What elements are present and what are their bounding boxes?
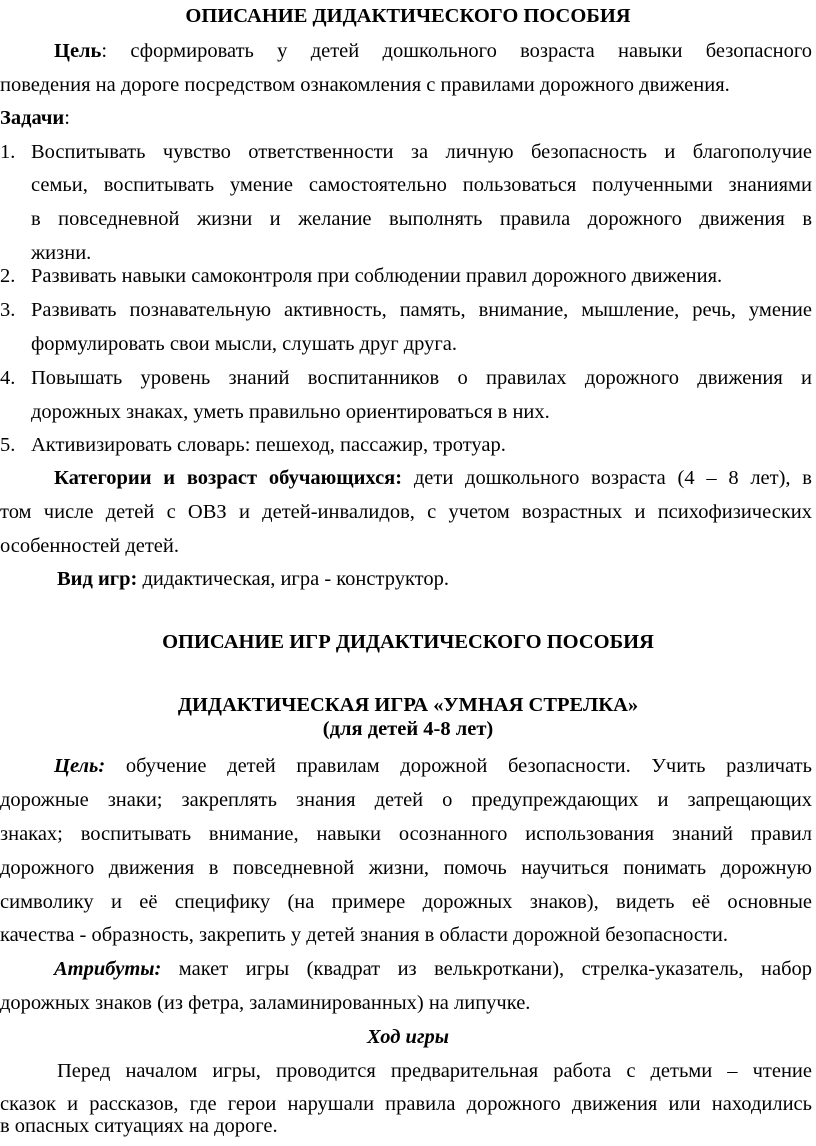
task-line: Развивать познавательную активность, память, внимание, мышление, речь, умение bbox=[31, 299, 812, 321]
category-text-1: дети дошкольного возраста (4 – 8 лет), в bbox=[402, 467, 812, 489]
attributes-label: Атрибуты: bbox=[54, 958, 162, 980]
task-line: дорожных знаках, уметь правильно ориентироваться в них. bbox=[31, 401, 550, 423]
game-goal-line: качества - образность, закрепить у детей знания в области дорожной безопасности. bbox=[0, 924, 729, 946]
task-line: Повышать уровень знаний воспитанников о правилах дорожного движения и bbox=[31, 367, 812, 389]
game-goal-text-1: обучение детей правилам дорожной безопасности. Учить различать bbox=[105, 755, 812, 777]
game-goal-line: символику и её специфику (на примере дорожных знаков), видеть её основные bbox=[0, 891, 812, 913]
course-line-3: в опасных ситуациях на дороге. bbox=[0, 1115, 278, 1137]
category-line-3: особенностей детей. bbox=[0, 535, 180, 557]
game-age: (для детей 4-8 лет) bbox=[322, 718, 494, 740]
category-label: Категории и возраст обучающихся: bbox=[54, 467, 403, 489]
game-type-label: Вид игр: bbox=[57, 568, 138, 590]
category-line-2: том числе детей с ОВЗ и детей-инвалидов, с учетом возрастных и психофизических bbox=[0, 501, 812, 523]
goal-text-1: : сформировать у детей дошкольного возраста навыки безопасного bbox=[101, 40, 812, 62]
game-goal-line: знаках; воспитывать внимание, навыки осознанного использования знаний правил bbox=[0, 823, 812, 845]
goal-line-2: поведения на дороге посредством ознакомления с правилами дорожного движения. bbox=[0, 74, 730, 96]
goal-line-1 bbox=[54, 39, 812, 63]
task-line: жизни. bbox=[31, 242, 92, 264]
game-goal-line: дорожного движения в повседневной жизни, помочь научиться понимать дорожную bbox=[0, 857, 812, 879]
task-number: 1. bbox=[0, 141, 16, 163]
game-type-text: дидактическая, игра - конструктор. bbox=[137, 568, 449, 590]
task-number: 2. bbox=[0, 265, 16, 287]
section-title: ОПИСАНИЕ ИГР ДИДАКТИЧЕСКОГО ПОСОБИЯ bbox=[162, 631, 654, 653]
game-goal-line: дорожные знаки; закреплять знания детей о предупреждающих и запрещающих bbox=[0, 789, 812, 811]
task-line: Активизировать словарь: пешеход, пассажир, тротуар. bbox=[31, 434, 506, 456]
tasks-heading bbox=[0, 106, 816, 130]
task-line: в повседневной жизни и желание выполнять правила дорожного движения в bbox=[31, 208, 812, 230]
tasks-colon: : bbox=[64, 107, 70, 129]
task-line: Воспитывать чувство ответственности за личную безопасность и благополучие bbox=[31, 141, 812, 163]
page-title: ОПИСАНИЕ ДИДАКТИЧЕСКОГО ПОСОБИЯ bbox=[185, 5, 631, 27]
category-line-1 bbox=[54, 466, 812, 490]
attributes-text-1: макет игры (квадрат из велькроткани), стрелка-указатель, набор bbox=[161, 958, 812, 980]
task-line: семьи, воспитывать умение самостоятельно пользоваться полученными знаниями bbox=[31, 174, 812, 196]
course-line-2: сказок и рассказов, где герои нарушали правила дорожного движения или находились bbox=[0, 1093, 812, 1115]
tasks-label: Задачи bbox=[0, 107, 65, 129]
course-line-1: Перед началом игры, проводится предварительная работа с детьми – чтение bbox=[57, 1060, 812, 1082]
game-title: ДИДАКТИЧЕСКАЯ ИГРА «УМНАЯ СТРЕЛКА» bbox=[177, 694, 639, 716]
task-line: Развивать навыки самоконтроля при соблюдении правил дорожного движения. bbox=[31, 265, 723, 287]
attributes-line-1 bbox=[54, 957, 812, 981]
attributes-line-2: дорожных знаков (из фетра, заламинированных) на липучке. bbox=[0, 992, 531, 1014]
game-goal-line-1 bbox=[54, 754, 812, 778]
goal-label: Цель bbox=[54, 40, 102, 62]
task-line: формулировать свои мысли, слушать друг друга. bbox=[31, 333, 458, 355]
task-number: 3. bbox=[0, 299, 16, 321]
course-title: Ход игры bbox=[367, 1026, 449, 1048]
game-type-line bbox=[57, 567, 816, 591]
game-goal-label: Цель: bbox=[54, 755, 106, 777]
task-number: 5. bbox=[0, 434, 16, 456]
task-number: 4. bbox=[0, 367, 16, 389]
